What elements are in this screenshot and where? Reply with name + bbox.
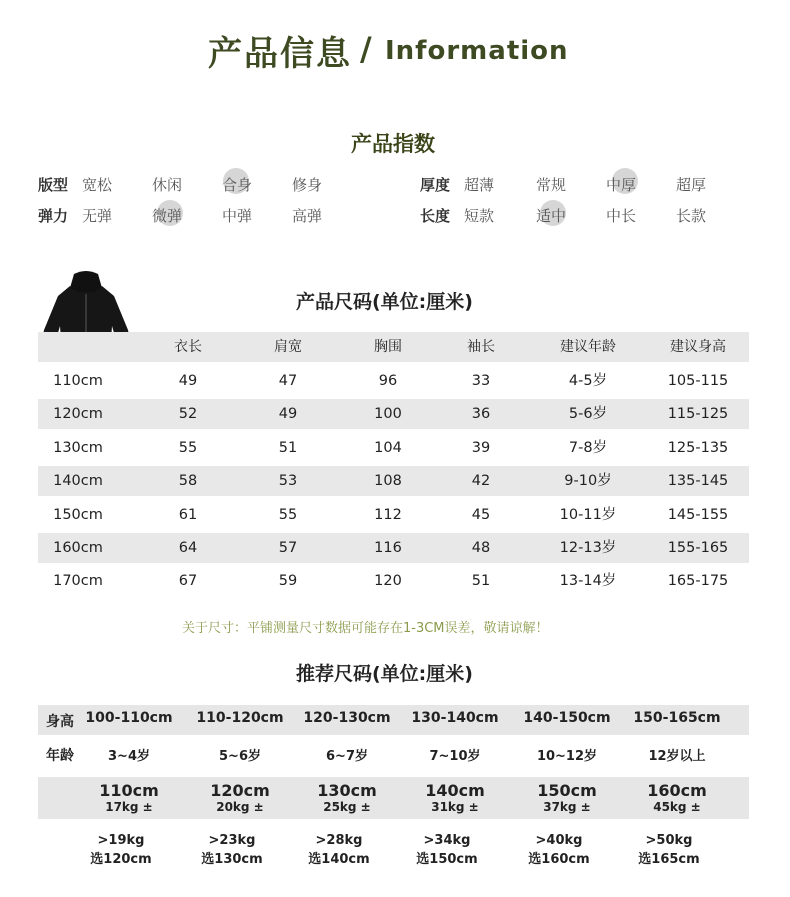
age-cell: 10~12岁: [536, 749, 598, 764]
height-cell: 100-110cm: [85, 710, 173, 726]
rec-size-cell: 130cm: [317, 781, 377, 800]
table-row: [38, 500, 749, 530]
size-cell: 150cm: [53, 507, 103, 523]
weight-threshold-cell: >50kg: [645, 833, 693, 848]
table-cell: 7-8岁: [568, 440, 608, 456]
height-cell: 130-140cm: [411, 710, 499, 726]
table-cell: 104: [374, 440, 402, 456]
page-title-en: Information: [385, 36, 569, 66]
table-cell: 5-6岁: [568, 406, 608, 422]
table-cell: 100: [374, 406, 402, 422]
table-cell: 47: [278, 373, 298, 389]
size-cell: 110cm: [53, 373, 103, 389]
index-option: 宽松: [82, 176, 113, 194]
table-cell: 120: [374, 573, 402, 589]
index-option: 中弹: [222, 207, 253, 225]
table-cell: 57: [278, 540, 298, 556]
header-cell: 建议身高: [670, 339, 726, 355]
index-label-stretch: 弹力: [38, 207, 69, 225]
recommend-title: 推荐尺码(单位:厘米): [296, 663, 473, 685]
header-cell: 袖长: [467, 339, 495, 355]
table-row: [38, 466, 749, 496]
weight-threshold-cell: >19kg: [97, 833, 145, 848]
rec-weight-cell: 31kg ±: [431, 800, 479, 814]
table-cell: 58: [178, 473, 198, 489]
index-option: 中长: [606, 207, 637, 225]
age-cell: 5~6岁: [219, 749, 261, 764]
table-cell: 96: [378, 373, 398, 389]
index-title: 产品指数: [351, 132, 435, 156]
table-cell: 115-125: [667, 406, 729, 422]
table-cell: 51: [471, 573, 491, 589]
weight-threshold-cell: >34kg: [423, 833, 471, 848]
rec-weight-cell: 25kg ±: [323, 800, 371, 814]
height-label: 身高: [46, 714, 74, 730]
table-cell: 105-115: [667, 373, 729, 389]
page-title-cn: 产品信息: [208, 34, 352, 74]
size-table-title: 产品尺码(单位:厘米): [296, 291, 473, 313]
weight-threshold-cell: >40kg: [535, 833, 583, 848]
index-option: 高弹: [292, 207, 323, 225]
table-cell: 61: [178, 507, 198, 523]
pick-size-cell: 选160cm: [528, 852, 590, 867]
weight-threshold-cell: >23kg: [208, 833, 256, 848]
height-cell: 140-150cm: [523, 710, 611, 726]
table-cell: 49: [278, 406, 298, 422]
rec-size-cell: 110cm: [99, 781, 159, 800]
index-option-selected: 合身: [222, 176, 253, 194]
index-option: 无弹: [82, 207, 113, 225]
size-table-header: [38, 332, 749, 362]
age-label: 年龄: [46, 748, 74, 764]
age-cell: 6~7岁: [326, 749, 368, 764]
table-cell: 13-14岁: [559, 573, 617, 589]
table-cell: 42: [471, 473, 491, 489]
table-row: [38, 366, 749, 396]
table-cell: 53: [278, 473, 298, 489]
table-cell: 64: [178, 540, 198, 556]
pick-size-cell: 选150cm: [416, 852, 478, 867]
table-cell: 10-11岁: [559, 507, 617, 523]
header-cell: 衣长: [174, 339, 202, 355]
table-cell: 155-165: [667, 540, 729, 556]
index-option: 修身: [292, 176, 323, 194]
size-note: 关于尺寸：平铺测量尺寸数据可能存在1-3CM误差，敬请谅解！: [182, 621, 549, 636]
table-cell: 51: [278, 440, 298, 456]
table-cell: 39: [471, 440, 491, 456]
index-option: 超薄: [464, 176, 495, 194]
index-option: 休闲: [152, 176, 183, 194]
index-option: 短款: [464, 207, 495, 225]
table-cell: 165-175: [667, 573, 729, 589]
table-cell: 135-145: [667, 473, 729, 489]
age-cell: 3~4岁: [108, 749, 150, 764]
table-cell: 45: [471, 507, 491, 523]
size-cell: 160cm: [53, 540, 103, 556]
index-label-thickness: 厚度: [420, 176, 451, 194]
height-cell: 150-165cm: [633, 710, 721, 726]
age-cell: 12岁以上: [648, 749, 706, 764]
table-cell: 108: [374, 473, 402, 489]
size-cell: 140cm: [53, 473, 103, 489]
title-slash: /: [360, 30, 372, 68]
rec-size-cell: 120cm: [210, 781, 270, 800]
table-row: [38, 566, 749, 596]
rec-weight-cell: 45kg ±: [653, 800, 701, 814]
rec-weight-cell: 20kg ±: [216, 800, 264, 814]
table-cell: 59: [278, 573, 298, 589]
rec-weight-cell: 37kg ±: [543, 800, 591, 814]
table-row: [38, 433, 749, 463]
table-cell: 33: [471, 373, 491, 389]
table-row: [38, 533, 749, 563]
table-cell: 36: [471, 406, 491, 422]
height-cell: 110-120cm: [196, 710, 284, 726]
index-label-length: 长度: [420, 207, 451, 225]
table-cell: 48: [471, 540, 491, 556]
index-option: 常规: [536, 176, 567, 194]
table-cell: 52: [178, 406, 198, 422]
table-cell: 116: [374, 540, 402, 556]
size-cell: 120cm: [53, 406, 103, 422]
pick-size-cell: 选165cm: [638, 852, 700, 867]
header-cell: 胸围: [374, 339, 402, 355]
size-cell: 170cm: [53, 573, 103, 589]
size-cell: 130cm: [53, 440, 103, 456]
index-option-selected: 中厚: [606, 176, 637, 194]
pick-size-cell: 选140cm: [308, 852, 370, 867]
table-cell: 67: [178, 573, 198, 589]
index-option: 长款: [676, 207, 707, 225]
index-option-selected: 微弹: [152, 207, 183, 225]
rec-size-cell: 160cm: [647, 781, 707, 800]
index-option: 超厚: [676, 176, 707, 194]
header-cell: 建议年龄: [560, 339, 616, 355]
index-option-selected: 适中: [536, 207, 567, 225]
rec-size-cell: 140cm: [425, 781, 485, 800]
table-cell: 49: [178, 373, 198, 389]
table-cell: 9-10岁: [564, 473, 612, 489]
table-cell: 55: [278, 507, 298, 523]
table-cell: 12-13岁: [559, 540, 617, 556]
header-cell: 肩宽: [274, 339, 302, 355]
table-cell: 4-5岁: [568, 373, 608, 389]
table-cell: 55: [178, 440, 198, 456]
index-label-fit: 版型: [38, 176, 69, 194]
rec-weight-cell: 17kg ±: [105, 800, 153, 814]
weight-threshold-cell: >28kg: [315, 833, 363, 848]
pick-size-cell: 选130cm: [201, 852, 263, 867]
table-cell: 112: [374, 507, 402, 523]
height-cell: 120-130cm: [303, 710, 391, 726]
table-cell: 125-135: [667, 440, 729, 456]
pick-size-cell: 选120cm: [90, 852, 152, 867]
age-cell: 7~10岁: [429, 749, 481, 764]
table-row: [38, 399, 749, 429]
rec-size-cell: 150cm: [537, 781, 597, 800]
table-cell: 145-155: [667, 507, 729, 523]
